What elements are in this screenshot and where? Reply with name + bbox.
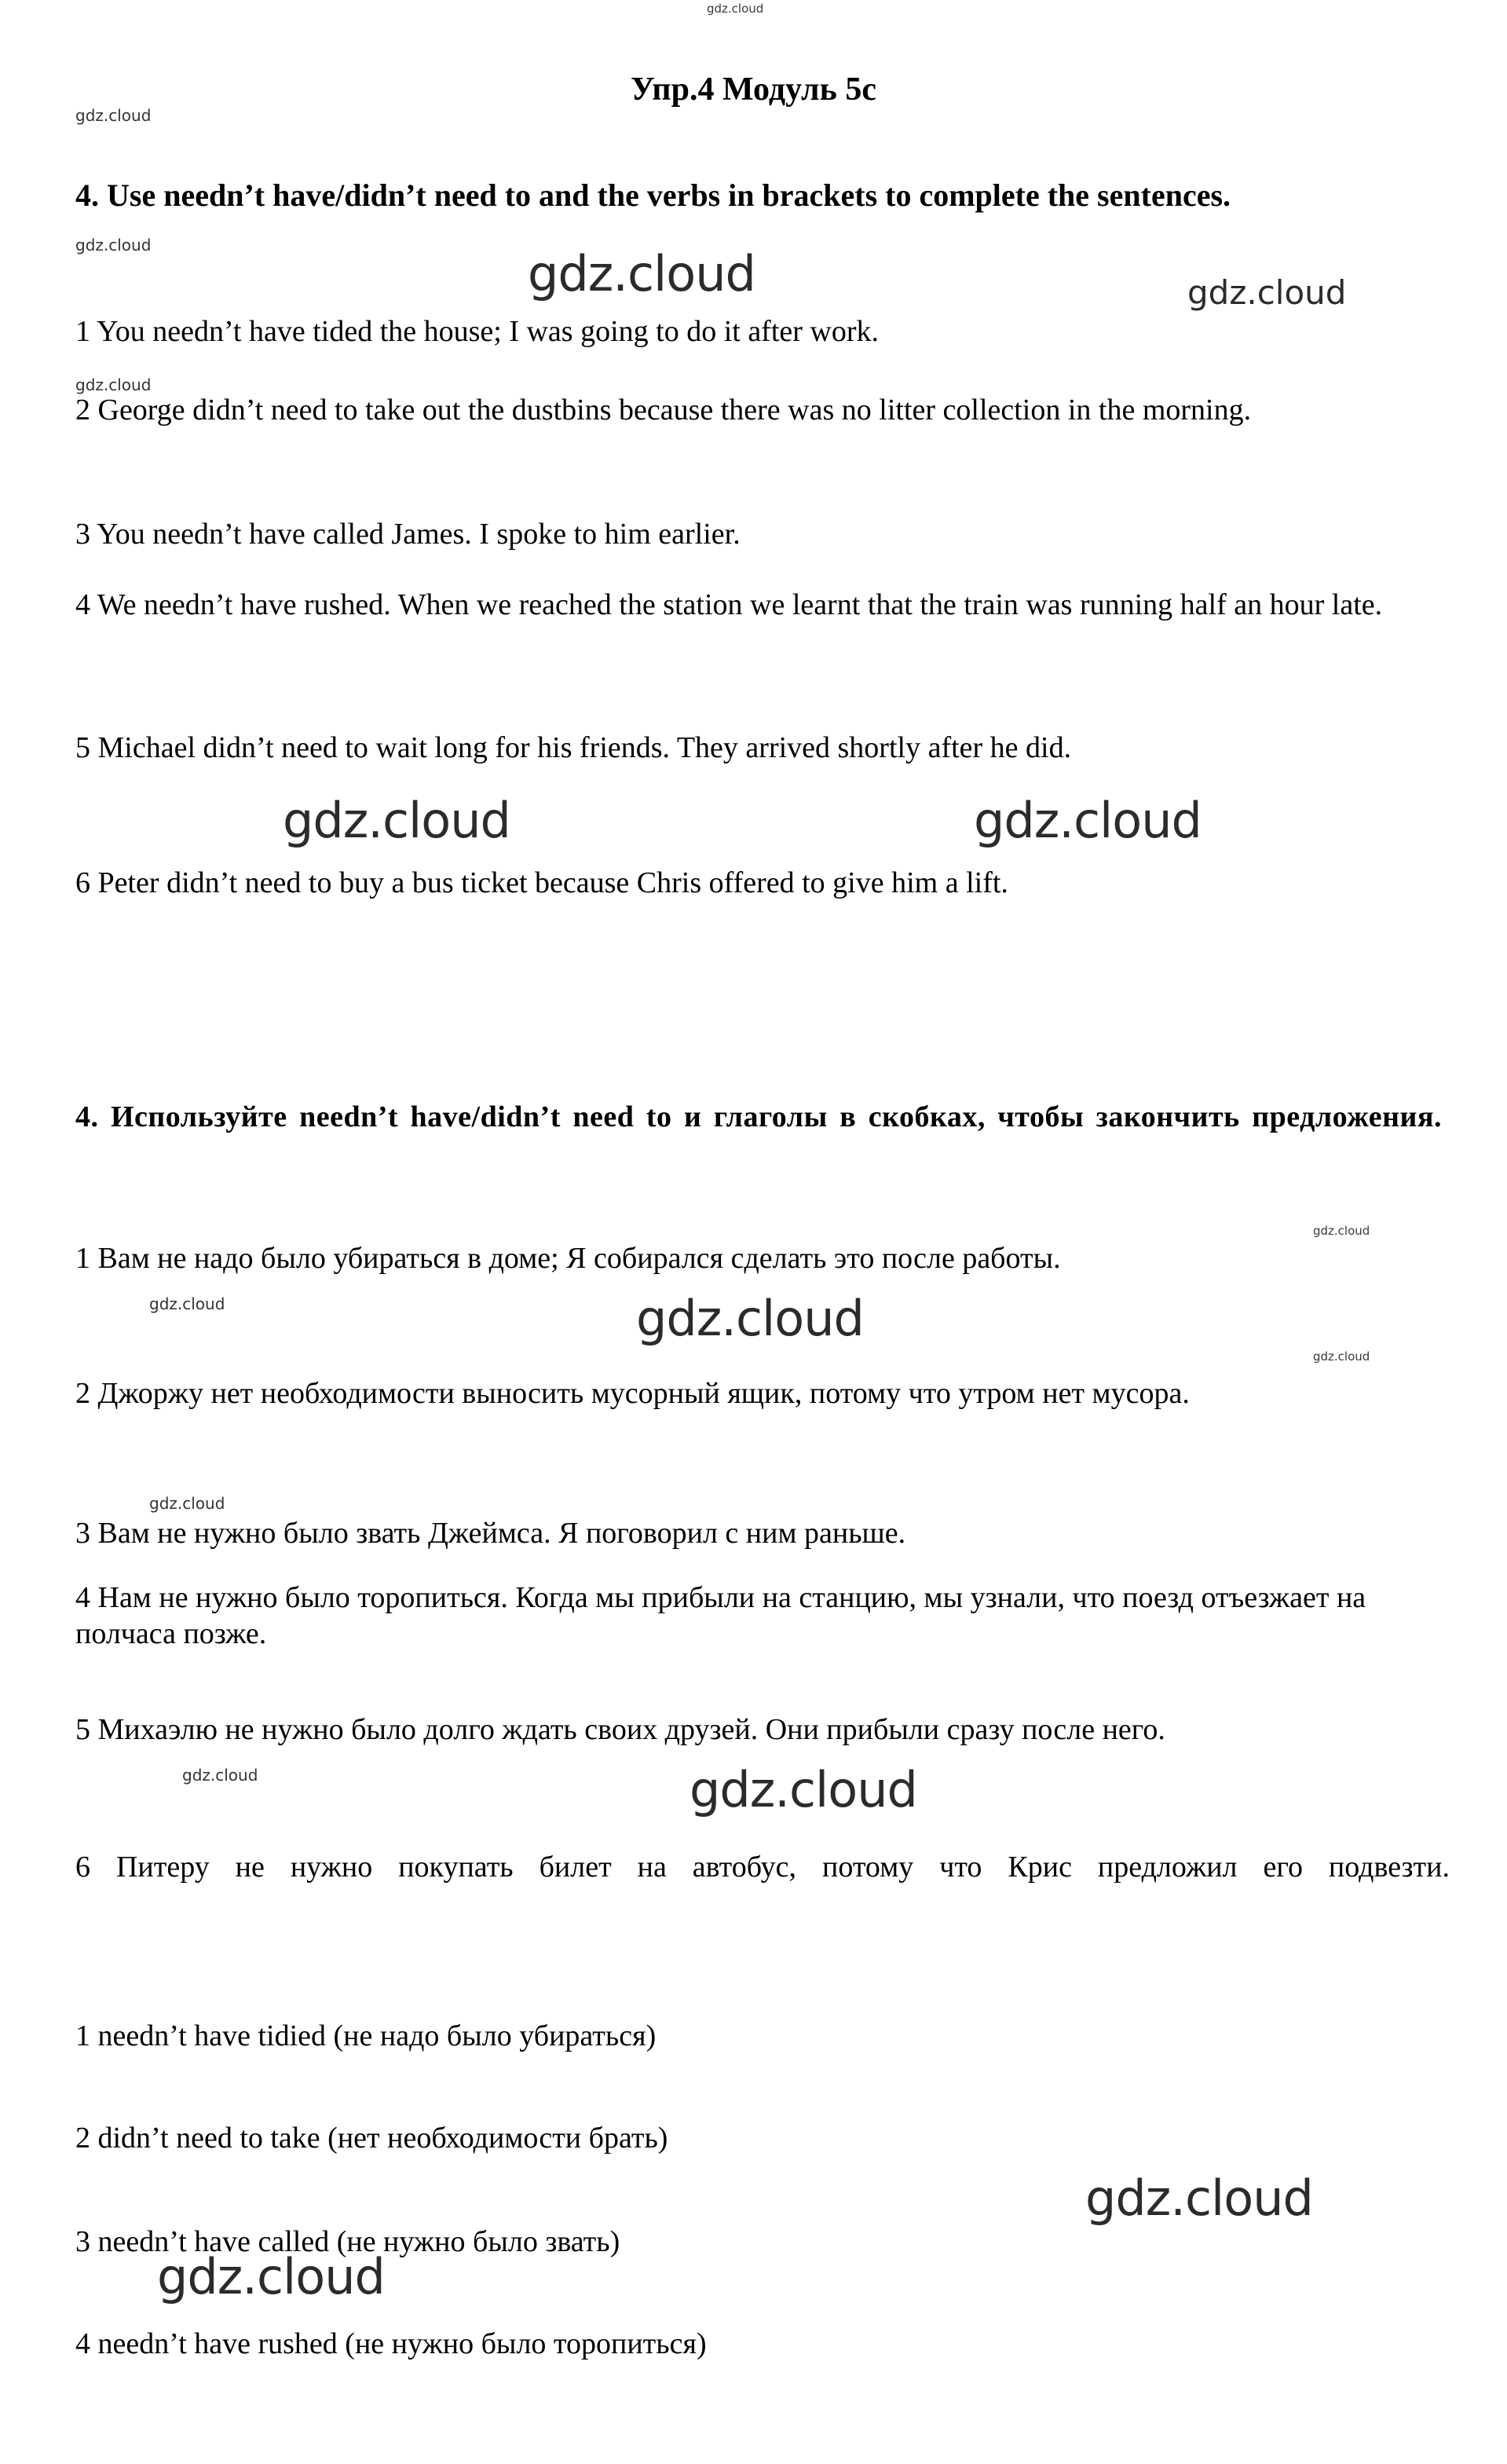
- watermark: gdz.cloud: [974, 792, 1202, 849]
- answer-1: 1 needn’t have tidied (не надо было убираться): [75, 2019, 657, 2052]
- watermark: gdz.cloud: [1085, 2169, 1313, 2227]
- answer-4: 4 needn’t have rushed (не нужно было торопиться): [75, 2327, 707, 2360]
- russian-item-4: 4 Нам не нужно было торопиться. Когда мы прибыли на станцию, мы узнали, что поезд отъезжает на полчаса позже.: [75, 1581, 1373, 1650]
- english-task-heading: 4. Use needn’t have/didn’t need to and the verbs in brackets to complete the sentences.: [75, 178, 1231, 213]
- russian-item-6: 6 Питеру не нужно покупать билет на автобус, потому что Крис предложил его подвезти.: [75, 1851, 1450, 1884]
- watermark: gdz.cloud: [283, 792, 510, 849]
- watermark: gdz.cloud: [75, 236, 152, 254]
- watermark: gdz.cloud: [1313, 1349, 1370, 1364]
- watermark: gdz.cloud: [157, 2248, 385, 2305]
- russian-item-3: 3 Вам не нужно было звать Джеймса. Я поговорил с ним раньше.: [75, 1517, 906, 1550]
- english-item-4: 4 We needn’t have rushed. When we reached the station we learnt that the train was running half an hour late.: [75, 588, 1383, 621]
- russian-item-2: 2 Джоржу нет необходимости выносить мусорный ящик, потому что утром нет мусора.: [75, 1377, 1190, 1410]
- english-item-1: 1 You needn’t have tided the house; I was going to do it after work.: [75, 315, 880, 348]
- watermark: gdz.cloud: [1313, 1224, 1370, 1238]
- watermark: gdz.cloud: [528, 245, 755, 302]
- russian-task-heading: 4. Используйте needn’t have/didn’t need to и глаголы в скобках, чтобы закончить предложения.: [75, 1100, 1442, 1133]
- watermark: gdz.cloud: [182, 1766, 258, 1785]
- watermark: gdz.cloud: [75, 375, 152, 394]
- english-item-5: 5 Michael didn’t need to wait long for his friends. They arrived shortly after he did.: [75, 731, 1072, 764]
- answer-2: 2 didn’t need to take (нет необходимости брать): [75, 2122, 668, 2155]
- watermark: gdz.cloud: [707, 2, 764, 16]
- watermark: gdz.cloud: [636, 1290, 864, 1347]
- page-title: Упр.4 Модуль 5c: [631, 71, 876, 108]
- english-item-3: 3 You needn’t have called James. I spoke to him earlier.: [75, 518, 741, 551]
- russian-item-5: 5 Михаэлю не нужно было долго ждать своих друзей. Они прибыли сразу после него.: [75, 1713, 1165, 1746]
- russian-item-1: 1 Вам не надо было убираться в доме; Я собирался сделать это после работы.: [75, 1242, 1061, 1275]
- english-item-6: 6 Peter didn’t need to buy a bus ticket because Chris offered to give him a lift.: [75, 866, 1008, 899]
- watermark: gdz.cloud: [149, 1294, 225, 1313]
- english-item-2: 2 George didn’t need to take out the dustbins because there was no litter collection in the morning.: [75, 394, 1252, 427]
- watermark: gdz.cloud: [75, 106, 152, 125]
- watermark: gdz.cloud: [689, 1761, 917, 1818]
- watermark: gdz.cloud: [1187, 273, 1347, 312]
- watermark: gdz.cloud: [149, 1494, 225, 1513]
- answer-3: 3 needn’t have called (не нужно было звать): [75, 2225, 620, 2258]
